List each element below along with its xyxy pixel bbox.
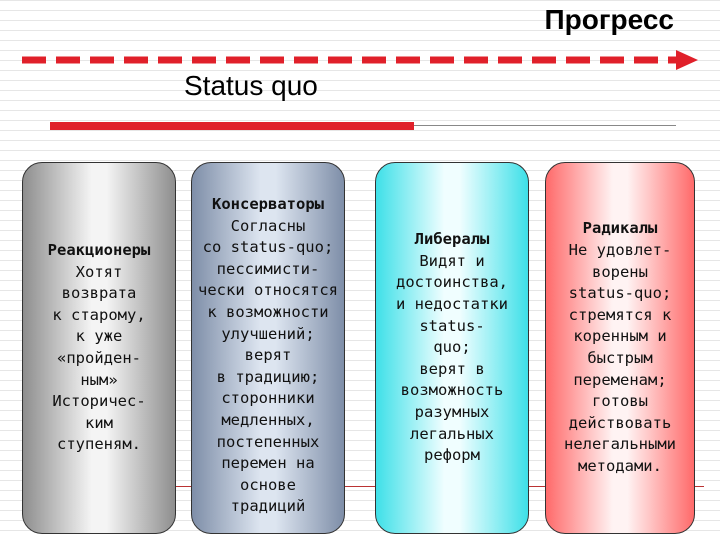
column-line: разумных [414, 402, 490, 421]
column-line: Не удовлет- [568, 241, 672, 260]
column-conservatives [191, 162, 345, 534]
column-line: к возможности [207, 303, 329, 322]
column-line: чески относятся [198, 281, 338, 300]
status-quo-label: Status quo [184, 70, 318, 101]
slide-title: Прогресс [544, 4, 674, 35]
column-reactionaries [22, 162, 176, 534]
column-line: со status-quo; [202, 238, 334, 257]
column-line: готовы [591, 392, 648, 411]
column-line: Видят и [419, 251, 485, 270]
column-heading: Реакционеры [47, 241, 151, 260]
column-radicals [545, 162, 695, 534]
column-line: улучшений; [221, 324, 315, 343]
column-line: медленных, [221, 410, 315, 429]
column-heading: Радикалы [582, 219, 658, 238]
column-line: перемен на [221, 454, 315, 473]
column-line: ворены [591, 262, 648, 281]
column-line: коренным и [573, 327, 667, 346]
column-line: quo; [433, 338, 471, 357]
column-line: реформ [423, 446, 480, 465]
column-line: в традицию; [216, 367, 320, 386]
column-line: верят [244, 346, 292, 365]
column-text [396, 229, 508, 467]
column-line: сторонники [221, 389, 315, 408]
column-line: status-quo; [568, 284, 672, 303]
column-line: нелегальными [564, 435, 676, 454]
column-line: «пройден- [57, 349, 141, 367]
column-line: основе [239, 475, 296, 494]
column-line: к уже [75, 327, 123, 346]
column-line: действовать [568, 413, 672, 432]
column-line: ным» [80, 370, 118, 389]
column-line: ким [85, 413, 113, 432]
column-line: Хотят [75, 262, 123, 281]
column-text [198, 194, 338, 518]
column-line: ступеням. [57, 435, 141, 454]
column-line: и недостатки [396, 295, 508, 314]
column-line: легальных [409, 424, 494, 443]
column-text [48, 240, 151, 456]
column-line: верят в [419, 359, 485, 378]
column-line: постепенных [216, 432, 320, 451]
column-line: стремятся к [568, 305, 672, 324]
column-line: достоинства, [396, 273, 508, 292]
column-line: Историчес- [52, 392, 146, 411]
column-line: быстрым [587, 349, 653, 367]
column-line: методами. [577, 456, 662, 475]
column-line: переменам; [573, 370, 667, 389]
progress-arrow [22, 48, 698, 72]
status-quo-bar [50, 122, 414, 130]
column-line: традиций [230, 497, 306, 516]
column-line: status- [419, 316, 485, 335]
status-quo-rule [414, 125, 676, 126]
column-line: возврата [61, 284, 137, 303]
column-heading: Либералы [414, 230, 490, 249]
column-text [564, 218, 676, 477]
column-line: к старому, [52, 305, 146, 324]
column-line: возможность [400, 381, 504, 400]
column-liberals [375, 162, 529, 534]
column-line: пессимисти- [216, 259, 320, 278]
column-heading: Консерваторы [212, 195, 324, 214]
column-line: Согласны [230, 216, 306, 235]
